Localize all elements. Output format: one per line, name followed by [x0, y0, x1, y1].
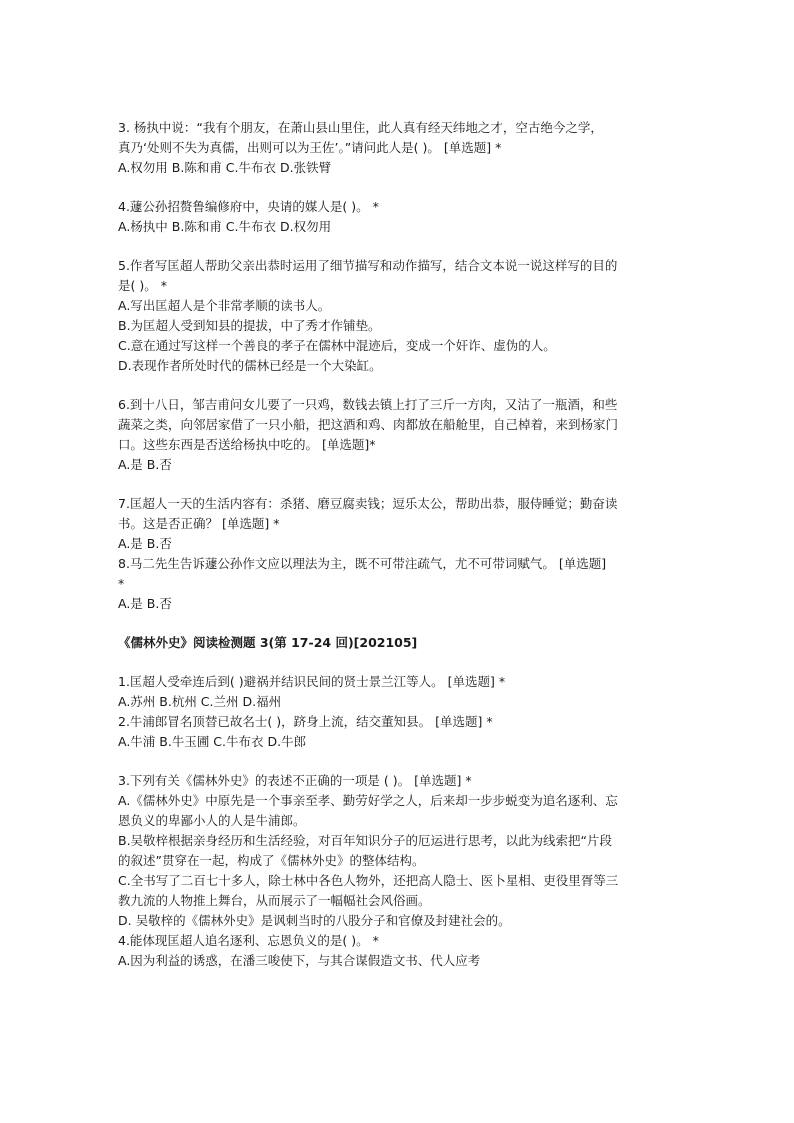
- question-stem: 3. 杨执中说：“我有个朋友，在萧山县山里住，此人真有经天纬地之才，空古绝今之学，: [118, 120, 603, 135]
- question-8: [118, 554, 678, 614]
- question-stem: 蔬菜之类，向邻居家借了一只小船，把这酒和鸡、肉都放在船舱里，自己棹着，来到杨家门: [118, 417, 619, 432]
- question-stem: 8.马二先生告诉蘧公孙作文应以理法为主，既不可带注疏气，尤不可带词赋气。 [单选题]: [118, 556, 607, 571]
- question-options: A.是 B.否: [118, 596, 172, 611]
- question-4: [118, 197, 678, 237]
- question-stem: 书。这是否正确？ [单选题] *: [118, 516, 280, 531]
- section2-question-4: [118, 931, 678, 971]
- question-options: A.是 B.否: [118, 536, 172, 551]
- question-stem: 真乃‘处则不失为真儒，出则可以为王佐’。”请问此人是( )。 [单选题] *: [118, 140, 502, 155]
- question-stem: 是( )。 *: [118, 278, 167, 293]
- option-text: 的叙述”贯穿在一起，构成了《儒林外史》的整体结构。: [118, 853, 425, 868]
- option-text: C.全书写了二百七十多人，除士林中各色人物外，还把高人隐士、医卜星相、吏役里胥等三: [118, 873, 619, 888]
- question-stem: 5.作者写匡超人帮助父亲出恭时运用了细节描写和动作描写，结合文本说一说这样写的目的: [118, 258, 618, 273]
- option-b: B.为匡超人受到知县的提拔，中了秀才作铺垫。: [118, 318, 381, 333]
- question-stem: 7.匡超人一天的生活内容有：杀猪、磨豆腐卖钱；逗乐太公，帮助出恭，服侍睡觉；勤奋读: [118, 496, 618, 511]
- question-stem: *: [118, 576, 125, 591]
- question-3: [118, 118, 678, 178]
- option-text: 恩负义的卑鄙小人的人是牛浦郎。: [118, 813, 306, 828]
- question-stem: 3.下列有关《儒林外史》的表述不正确的一项是 ( )。 [单选题] *: [118, 773, 472, 788]
- section-title: 《儒林外史》阅读检测题 3(第 17-24 回)[202105]: [118, 635, 418, 650]
- question-stem: 1.匡超人受牵连后到( )避祸并结识民间的贤士景兰江等人。 [单选题] *: [118, 674, 506, 689]
- option-a: A.写出匡超人是个非常孝顺的读书人。: [118, 298, 331, 313]
- question-options: A.权勿用 B.陈和甫 C.牛布衣 D.张铁臂: [118, 160, 332, 175]
- question-7: [118, 494, 678, 554]
- option-c: C.意在通过写这样一个善良的孝子在儒林中混迹后，变成一个奸诈、虚伪的人。: [118, 338, 556, 353]
- section2-question-2: [118, 712, 678, 752]
- option-text: A.《儒林外史》中原先是一个事亲至孝、勤劳好学之人，后来却一步步蜕变为追名逐利、忘: [118, 793, 618, 808]
- question-options: A.杨执中 B.陈和甫 C.牛布衣 D.权勿用: [118, 219, 332, 234]
- option-text: 教九流的人物推上舞台，从而展示了一幅幅社会风俗画。: [118, 893, 431, 908]
- question-stem: 口。这些东西是否送给杨执中吃的。 [单选题]*: [118, 437, 376, 452]
- section2-question-1: [118, 672, 678, 712]
- question-5: [118, 256, 678, 376]
- question-6: [118, 395, 678, 475]
- question-stem: 6.到十八日，邹吉甫问女儿要了一只鸡，数钱去镇上打了三斤一方肉，又沽了一瓶酒，和些: [118, 397, 618, 412]
- question-options: A.苏州 B.杭州 C.兰州 D.福州: [118, 694, 282, 709]
- question-stem: 4.能体现匡超人追名逐利、忘恩负义的是( )。 *: [118, 933, 379, 948]
- option-d: D.表现作者所处时代的儒林已经是一个大染缸。: [118, 358, 382, 373]
- option-a: A.因为利益的诱惑，在潘三唆使下，与其合谋假造文书、代人应考: [118, 953, 481, 968]
- option-text: B.吴敬梓根据亲身经历和生活经验，对百年知识分子的厄运进行思考，以此为线索把“片段: [118, 833, 613, 848]
- question-stem: 4.蘧公孙招赘鲁编修府中，央请的媒人是( )。 *: [118, 199, 379, 214]
- option-text: D. 吴敬梓的《儒林外史》是讽刺当时的八股分子和官僚及封建社会的。: [118, 913, 511, 928]
- question-stem: 2.牛浦郎冒名顶替已故名士( )，跻身上流，结交董知县。 [单选题] *: [118, 714, 493, 729]
- section2-question-3: [118, 771, 678, 931]
- question-options: A.是 B.否: [118, 457, 172, 472]
- question-options: A.牛浦 B.牛玉圃 C.牛布衣 D.牛郎: [118, 734, 307, 749]
- document-page: [118, 118, 678, 971]
